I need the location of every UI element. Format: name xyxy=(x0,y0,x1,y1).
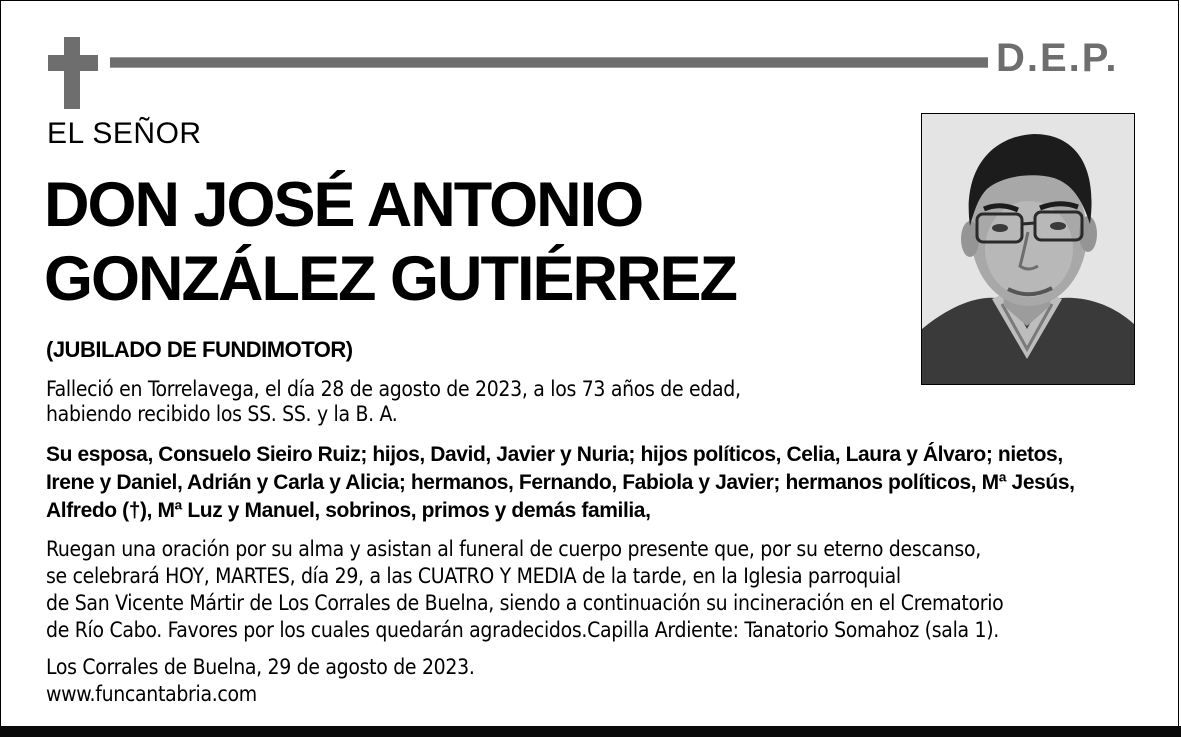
family-line: Alfredo (†), Mª Luz y Manuel, sobrinos, primos y demás familia, xyxy=(46,499,651,522)
place-date: Los Corrales de Buelna, 29 de agosto de 2023. xyxy=(46,655,475,679)
cross-icon xyxy=(48,37,98,109)
header-rule xyxy=(110,57,988,68)
funeral-line: de San Vicente Mártir de Los Corrales de Buelna, siendo a continuación su incineración en el Crematorio xyxy=(46,591,1004,615)
name-line-1: DON JOSÉ ANTONIO xyxy=(44,170,643,240)
title-prefix: EL SEÑOR xyxy=(47,117,202,150)
name-line-2: GONZÁLEZ GUTIÉRREZ xyxy=(44,244,736,314)
dep-label: D.E.P. xyxy=(996,36,1119,80)
bottom-border-bar xyxy=(0,726,1181,737)
closing xyxy=(46,654,475,708)
occupation: (JUBILADO DE FUNDIMOTOR) xyxy=(46,337,353,362)
death-details xyxy=(46,377,741,427)
funeral-line: se celebrará HOY, MARTES, día 29, a las CUATRO Y MEDIA de la tarde, en la Iglesia parroquial xyxy=(46,564,901,588)
family-line: Irene y Daniel, Adrián y Carla y Alicia; hermanos, Fernando, Fabiola y Javier; hermanos políticos, Mª Jesús, xyxy=(46,471,1075,494)
funeral-details xyxy=(46,536,1003,644)
funeral-line: Ruegan una oración por su alma y asistan al funeral de cuerpo presente que, por su eterno descanso, xyxy=(46,537,981,561)
death-line: Falleció en Torrelavega, el día 28 de agosto de 2023, a los 73 años de edad, xyxy=(46,377,741,401)
family-line: Su esposa, Consuelo Sieiro Ruiz; hijos, David, Javier y Nuria; hijos políticos, Celia, Laura y Álvaro; nietos, xyxy=(46,443,1063,466)
death-line: habiendo recibido los SS. SS. y la B. A. xyxy=(46,402,398,426)
family-list xyxy=(46,441,1075,525)
website-text: www.funcantabria.com xyxy=(46,682,257,706)
deceased-name xyxy=(44,168,736,316)
funeral-line: de Río Cabo. Favores por los cuales quedarán agradecidos.Capilla Ardiente: Tanatorio Somahoz (sala 1). xyxy=(46,618,999,642)
portrait-photo xyxy=(921,113,1135,385)
